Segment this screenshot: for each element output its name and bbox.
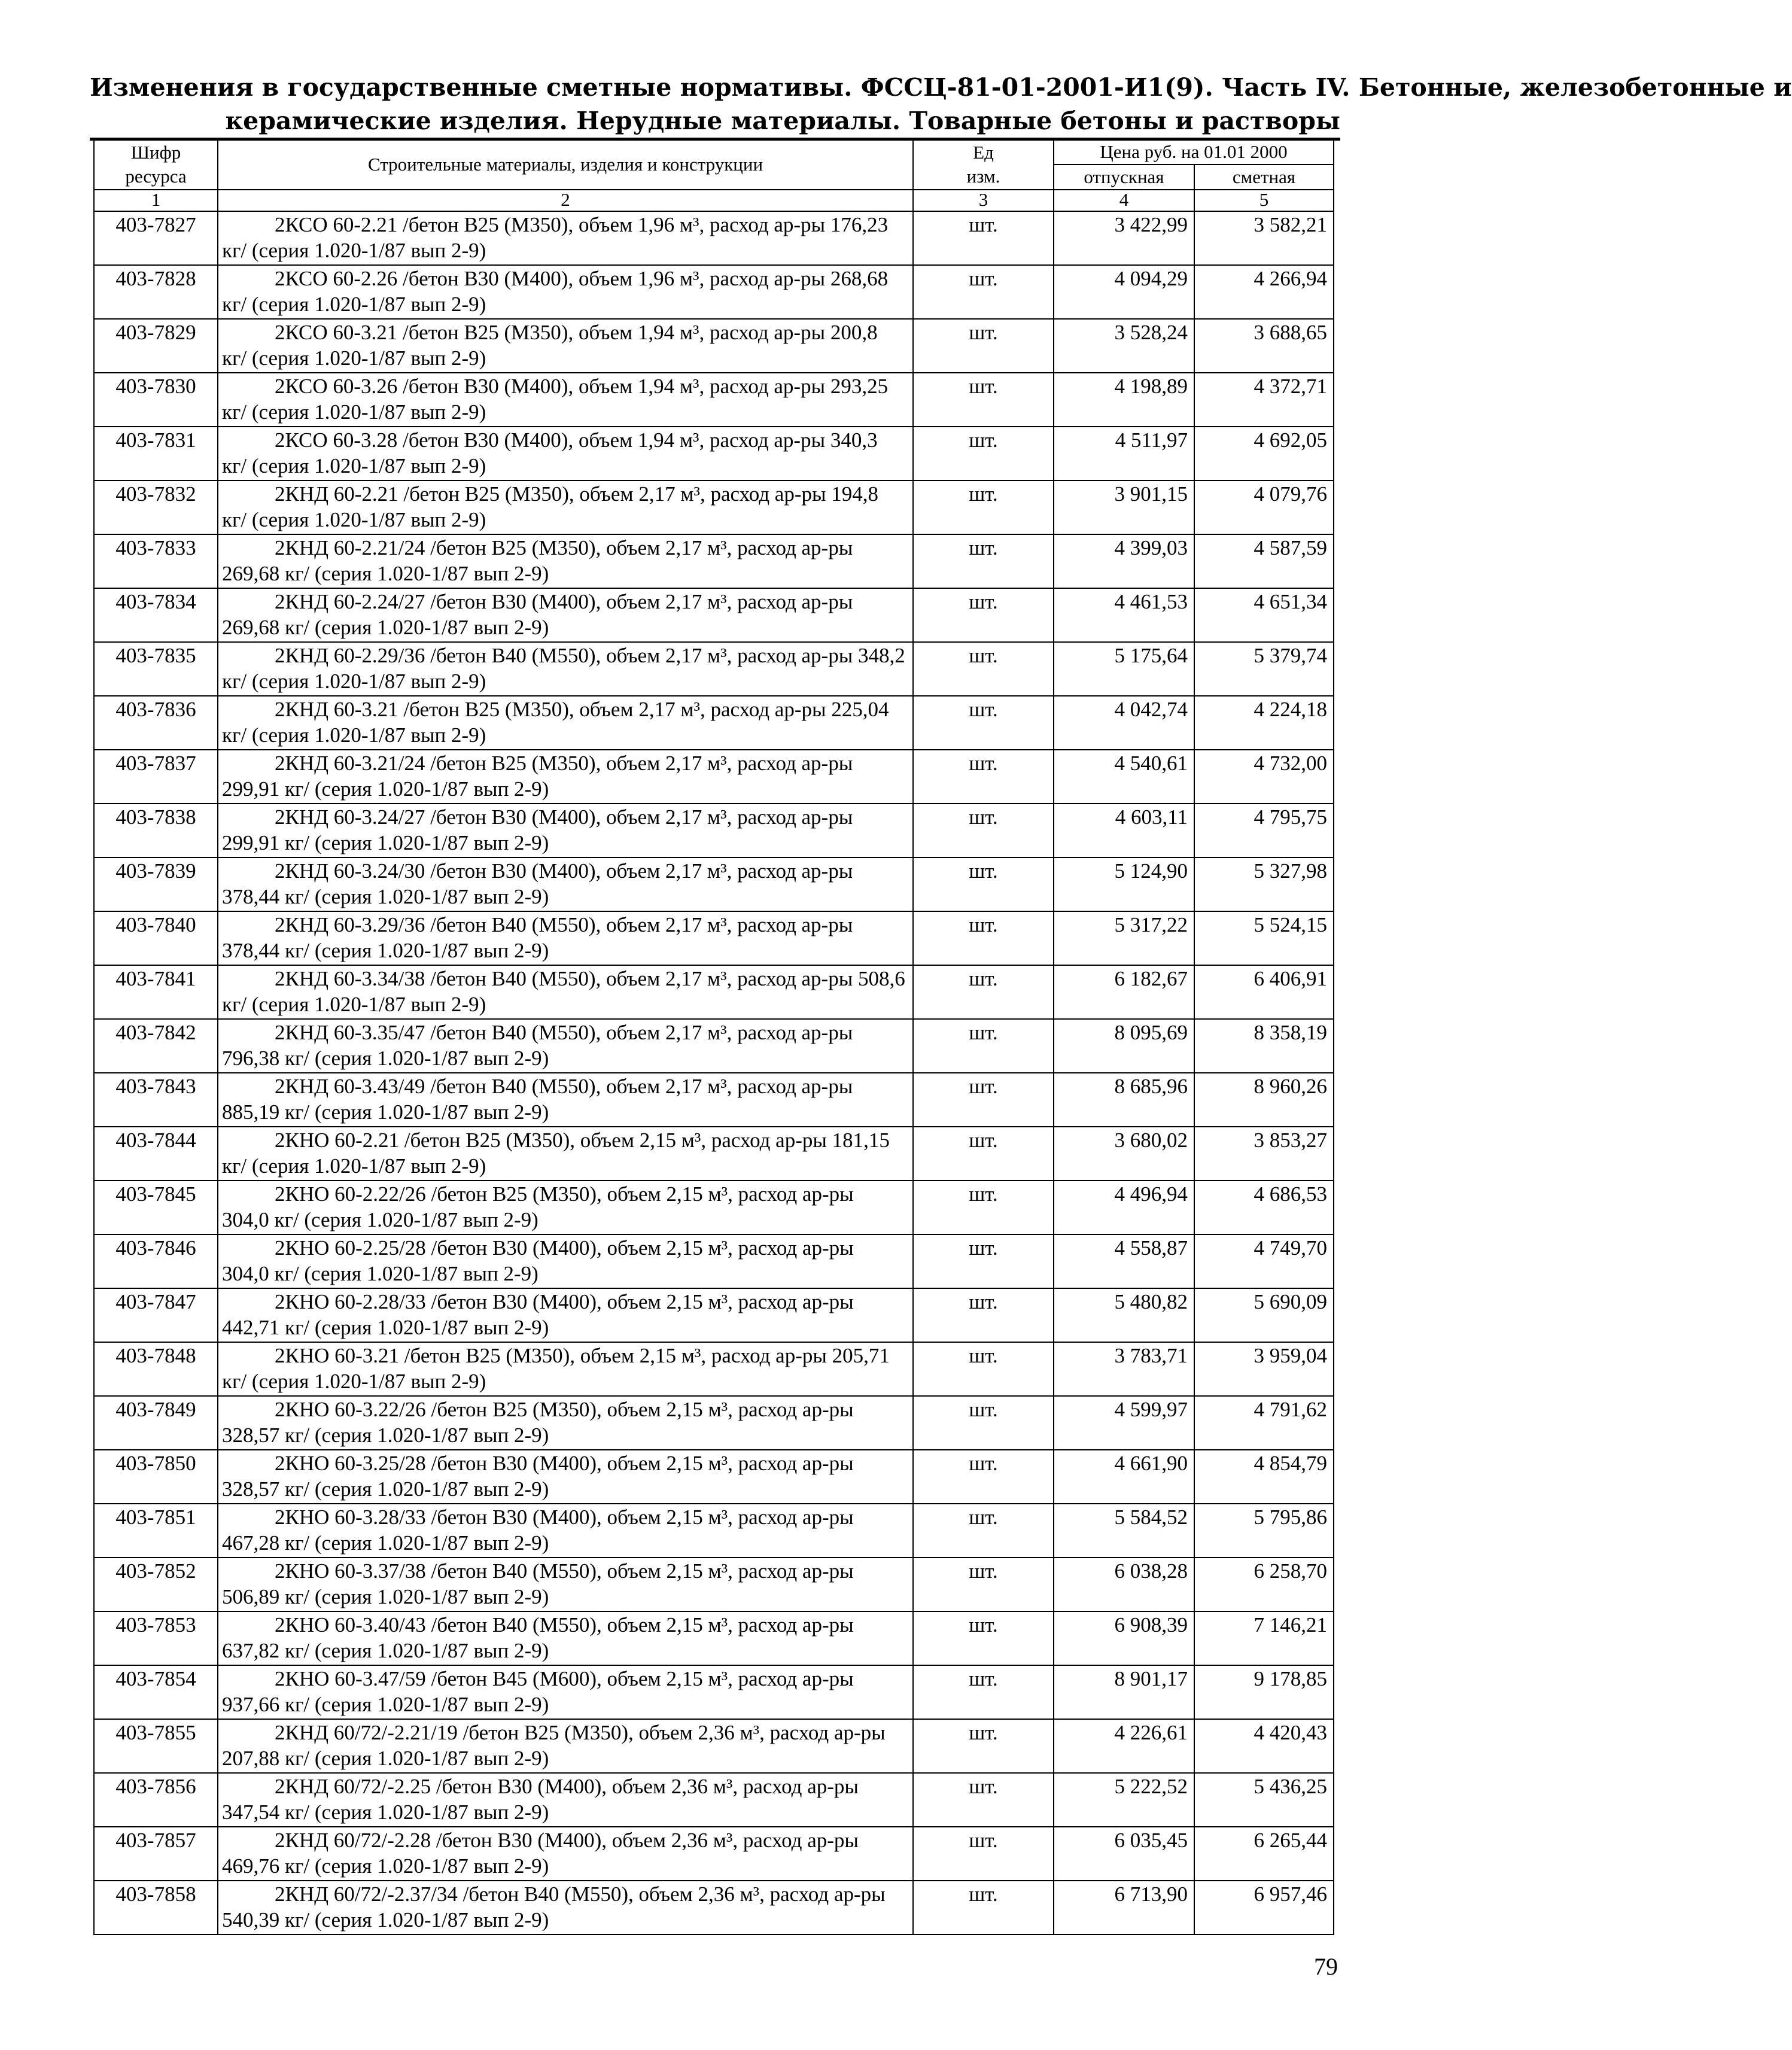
resource-code: 403-7844 — [94, 1127, 218, 1181]
table-row — [94, 1342, 1334, 1396]
header-code — [94, 139, 218, 190]
resource-code: 403-7836 — [94, 696, 218, 750]
unit-of-measure: шт. — [913, 1611, 1054, 1665]
unit-of-measure: шт. — [913, 588, 1054, 642]
unit-of-measure: шт. — [913, 1019, 1054, 1073]
price-release: 4 226,61 — [1054, 1719, 1194, 1773]
resource-code: 403-7841 — [94, 965, 218, 1019]
header-unit-line2: изм. — [966, 166, 1000, 187]
material-description — [218, 534, 913, 588]
description-line-2: 937,66 кг/ (серия 1.020-1/87 вып 2-9) — [222, 1693, 549, 1716]
price-estimate: 8 358,19 — [1194, 1019, 1334, 1073]
price-release: 4 094,29 — [1054, 265, 1194, 319]
price-estimate: 4 651,34 — [1194, 588, 1334, 642]
unit-of-measure: шт. — [913, 1827, 1054, 1881]
table-row — [94, 1827, 1334, 1881]
price-estimate: 3 582,21 — [1194, 211, 1334, 265]
price-estimate: 3 959,04 — [1194, 1342, 1334, 1396]
unit-of-measure: шт. — [913, 857, 1054, 911]
description-line-1: 2КНО 60-3.25/28 /бетон В30 (М400), объем 2,15 м³, расход ар-ры — [275, 1452, 854, 1475]
price-estimate: 4 224,18 — [1194, 696, 1334, 750]
unit-of-measure: шт. — [913, 1288, 1054, 1342]
table-row — [94, 1504, 1334, 1558]
price-estimate: 4 686,53 — [1194, 1181, 1334, 1234]
price-estimate: 5 524,15 — [1194, 911, 1334, 965]
price-estimate: 4 372,71 — [1194, 373, 1334, 427]
unit-of-measure: шт. — [913, 480, 1054, 534]
unit-of-measure: шт. — [913, 642, 1054, 696]
material-description — [218, 1665, 913, 1719]
price-release: 8 901,17 — [1054, 1665, 1194, 1719]
description-line-1: 2КСО 60-3.21 /бетон В25 (М350), объем 1,94 м³, расход ар-ры 200,8 — [275, 321, 878, 344]
description-line-2: кг/ (серия 1.020-1/87 вып 2-9) — [222, 993, 486, 1016]
price-release: 6 182,67 — [1054, 965, 1194, 1019]
description-line-2: 207,88 кг/ (серия 1.020-1/87 вып 2-9) — [222, 1747, 549, 1770]
column-number: 2 — [218, 190, 913, 211]
unit-of-measure: шт. — [913, 1558, 1054, 1611]
material-description — [218, 804, 913, 857]
description-line-1: 2КНО 60-3.22/26 /бетон В25 (М350), объем 2,15 м³, расход ар-ры — [275, 1398, 854, 1421]
price-release: 4 198,89 — [1054, 373, 1194, 427]
material-description — [218, 1234, 913, 1288]
material-description — [218, 1450, 913, 1504]
price-estimate: 4 266,94 — [1194, 265, 1334, 319]
table-row — [94, 857, 1334, 911]
resource-code: 403-7853 — [94, 1611, 218, 1665]
resource-code: 403-7829 — [94, 319, 218, 373]
table-row — [94, 911, 1334, 965]
description-line-2: 328,57 кг/ (серия 1.020-1/87 вып 2-9) — [222, 1477, 549, 1501]
table-row — [94, 480, 1334, 534]
description-line-1: 2КНО 60-3.40/43 /бетон В40 (М550), объем 2,15 м³, расход ар-ры — [275, 1613, 854, 1637]
price-release: 6 713,90 — [1054, 1881, 1194, 1935]
table-row — [94, 534, 1334, 588]
table-row — [94, 750, 1334, 804]
description-line-2: 347,54 кг/ (серия 1.020-1/87 вып 2-9) — [222, 1800, 549, 1824]
unit-of-measure: шт. — [913, 1073, 1054, 1127]
price-release: 6 038,28 — [1054, 1558, 1194, 1611]
resource-code: 403-7847 — [94, 1288, 218, 1342]
description-line-1: 2КНД 60-2.29/36 /бетон В40 (М550), объем 2,17 м³, расход ар-ры 348,2 — [275, 644, 905, 667]
description-line-1: 2КНД 60-2.24/27 /бетон В30 (М400), объем 2,17 м³, расход ар-ры — [275, 590, 853, 613]
price-estimate: 5 379,74 — [1194, 642, 1334, 696]
description-line-1: 2КСО 60-3.28 /бетон В30 (М400), объем 1,94 м³, расход ар-ры 340,3 — [275, 428, 878, 452]
description-line-1: 2КНД 60/72/-2.21/19 /бетон В25 (М350), объем 2,36 м³, расход ар-ры — [275, 1721, 886, 1744]
header-unit — [913, 139, 1054, 190]
header-price-estimate: сметная — [1194, 165, 1334, 190]
price-estimate: 9 178,85 — [1194, 1665, 1334, 1719]
price-release: 3 680,02 — [1054, 1127, 1194, 1181]
description-line-1: 2КНД 60-3.24/27 /бетон В30 (М400), объем 2,17 м³, расход ар-ры — [275, 805, 853, 829]
resource-code: 403-7830 — [94, 373, 218, 427]
description-line-1: 2КНО 60-2.25/28 /бетон В30 (М400), объем 2,15 м³, расход ар-ры — [275, 1236, 854, 1260]
material-description — [218, 1073, 913, 1127]
description-line-1: 2КНО 60-2.22/26 /бетон В25 (М350), объем 2,15 м³, расход ар-ры — [275, 1182, 854, 1206]
resource-code: 403-7828 — [94, 265, 218, 319]
material-description — [218, 211, 913, 265]
resource-code: 403-7857 — [94, 1827, 218, 1881]
price-estimate: 3 853,27 — [1194, 1127, 1334, 1181]
price-estimate: 4 791,62 — [1194, 1396, 1334, 1450]
unit-of-measure: шт. — [913, 1504, 1054, 1558]
table-row — [94, 1881, 1334, 1935]
price-release: 4 603,11 — [1054, 804, 1194, 857]
resource-code: 403-7834 — [94, 588, 218, 642]
description-line-2: 299,91 кг/ (серия 1.020-1/87 вып 2-9) — [222, 831, 549, 854]
table-row — [94, 1611, 1334, 1665]
material-description — [218, 265, 913, 319]
material-description — [218, 1019, 913, 1073]
description-line-2: 637,82 кг/ (серия 1.020-1/87 вып 2-9) — [222, 1639, 549, 1662]
table-row — [94, 427, 1334, 480]
resource-code: 403-7840 — [94, 911, 218, 965]
unit-of-measure: шт. — [913, 696, 1054, 750]
price-estimate: 5 690,09 — [1194, 1288, 1334, 1342]
table-row — [94, 1396, 1334, 1450]
description-line-1: 2КНД 60-3.29/36 /бетон В40 (М550), объем 2,17 м³, расход ар-ры — [275, 913, 853, 936]
description-line-2: 328,57 кг/ (серия 1.020-1/87 вып 2-9) — [222, 1424, 549, 1447]
unit-of-measure: шт. — [913, 1234, 1054, 1288]
description-line-2: кг/ (серия 1.020-1/87 вып 2-9) — [222, 400, 486, 424]
material-description — [218, 911, 913, 965]
table-row — [94, 1181, 1334, 1234]
description-line-2: 304,0 кг/ (серия 1.020-1/87 вып 2-9) — [222, 1262, 538, 1285]
description-line-2: кг/ (серия 1.020-1/87 вып 2-9) — [222, 723, 486, 747]
description-line-2: 378,44 кг/ (серия 1.020-1/87 вып 2-9) — [222, 885, 549, 908]
material-description — [218, 1288, 913, 1342]
price-release: 5 175,64 — [1054, 642, 1194, 696]
description-line-2: 885,19 кг/ (серия 1.020-1/87 вып 2-9) — [222, 1100, 549, 1124]
description-line-1: 2КНД 60-3.21/24 /бетон В25 (М350), объем 2,17 м³, расход ар-ры — [275, 752, 853, 775]
description-line-2: 506,89 кг/ (серия 1.020-1/87 вып 2-9) — [222, 1585, 549, 1608]
table-row — [94, 1234, 1334, 1288]
unit-of-measure: шт. — [913, 1665, 1054, 1719]
price-estimate: 4 732,00 — [1194, 750, 1334, 804]
material-description — [218, 373, 913, 427]
price-estimate: 4 854,79 — [1194, 1450, 1334, 1504]
resource-code: 403-7827 — [94, 211, 218, 265]
price-release: 5 222,52 — [1054, 1773, 1194, 1827]
table-row — [94, 1288, 1334, 1342]
resource-code: 403-7835 — [94, 642, 218, 696]
price-estimate: 4 587,59 — [1194, 534, 1334, 588]
unit-of-measure: шт. — [913, 1396, 1054, 1450]
table-row — [94, 804, 1334, 857]
price-estimate: 6 406,91 — [1194, 965, 1334, 1019]
description-line-1: 2КНД 60-3.43/49 /бетон В40 (М550), объем 2,17 м³, расход ар-ры — [275, 1075, 853, 1098]
price-estimate: 4 079,76 — [1194, 480, 1334, 534]
table-row — [94, 965, 1334, 1019]
header-code-line2: ресурса — [125, 166, 187, 187]
description-line-1: 2КНД 60-2.21/24 /бетон В25 (М350), объем 2,17 м³, расход ар-ры — [275, 536, 853, 559]
header-price-release: отпускная — [1054, 165, 1194, 190]
resource-code: 403-7843 — [94, 1073, 218, 1127]
price-release: 5 124,90 — [1054, 857, 1194, 911]
table-row — [94, 1665, 1334, 1719]
table-row — [94, 696, 1334, 750]
price-release: 3 783,71 — [1054, 1342, 1194, 1396]
header-materials: Строительные материалы, изделия и конструкции — [218, 139, 913, 190]
material-description — [218, 1342, 913, 1396]
description-line-1: 2КНО 60-3.47/59 /бетон В45 (М600), объем 2,15 м³, расход ар-ры — [275, 1667, 854, 1690]
description-line-2: 378,44 кг/ (серия 1.020-1/87 вып 2-9) — [222, 939, 549, 962]
price-estimate: 5 327,98 — [1194, 857, 1334, 911]
unit-of-measure: шт. — [913, 1773, 1054, 1827]
price-release: 3 422,99 — [1054, 211, 1194, 265]
material-description — [218, 1504, 913, 1558]
resource-code: 403-7850 — [94, 1450, 218, 1504]
price-release: 4 042,74 — [1054, 696, 1194, 750]
material-description — [218, 480, 913, 534]
resource-code: 403-7852 — [94, 1558, 218, 1611]
description-line-1: 2КНД 60/72/-2.28 /бетон В30 (М400), объем 2,36 м³, расход ар-ры — [275, 1829, 859, 1852]
price-release: 6 908,39 — [1054, 1611, 1194, 1665]
resource-code: 403-7846 — [94, 1234, 218, 1288]
column-number: 1 — [94, 190, 218, 211]
header-code-line1: Шифр — [130, 142, 181, 163]
description-line-2: кг/ (серия 1.020-1/87 вып 2-9) — [222, 508, 486, 531]
description-line-2: кг/ (серия 1.020-1/87 вып 2-9) — [222, 1370, 486, 1393]
price-release: 5 317,22 — [1054, 911, 1194, 965]
description-line-1: 2КНО 60-3.37/38 /бетон В40 (М550), объем 2,15 м³, расход ар-ры — [275, 1559, 854, 1583]
resource-code: 403-7833 — [94, 534, 218, 588]
price-estimate: 6 265,44 — [1194, 1827, 1334, 1881]
unit-of-measure: шт. — [913, 211, 1054, 265]
description-line-2: 796,38 кг/ (серия 1.020-1/87 вып 2-9) — [222, 1047, 549, 1070]
table-row — [94, 211, 1334, 265]
resource-code: 403-7854 — [94, 1665, 218, 1719]
column-number: 4 — [1054, 190, 1194, 211]
price-estimate: 6 957,46 — [1194, 1881, 1334, 1935]
table-row — [94, 319, 1334, 373]
resource-code: 403-7839 — [94, 857, 218, 911]
description-line-2: кг/ (серия 1.020-1/87 вып 2-9) — [222, 293, 486, 316]
table-row — [94, 265, 1334, 319]
resource-code: 403-7845 — [94, 1181, 218, 1234]
description-line-1: 2КНД 60/72/-2.25 /бетон В30 (М400), объем 2,36 м³, расход ар-ры — [275, 1775, 859, 1798]
unit-of-measure: шт. — [913, 1342, 1054, 1396]
table-row — [94, 1558, 1334, 1611]
price-release: 4 461,53 — [1054, 588, 1194, 642]
description-line-2: 269,68 кг/ (серия 1.020-1/87 вып 2-9) — [222, 562, 549, 585]
material-description — [218, 1558, 913, 1611]
description-line-2: кг/ (серия 1.020-1/87 вып 2-9) — [222, 670, 486, 693]
price-release: 4 599,97 — [1054, 1396, 1194, 1450]
unit-of-measure: шт. — [913, 534, 1054, 588]
table-row — [94, 1719, 1334, 1773]
unit-of-measure: шт. — [913, 319, 1054, 373]
table-row — [94, 373, 1334, 427]
unit-of-measure: шт. — [913, 427, 1054, 480]
price-release: 6 035,45 — [1054, 1827, 1194, 1881]
material-description — [218, 965, 913, 1019]
price-estimate: 4 795,75 — [1194, 804, 1334, 857]
material-description — [218, 588, 913, 642]
resource-code: 403-7851 — [94, 1504, 218, 1558]
material-description — [218, 1773, 913, 1827]
material-description — [218, 1827, 913, 1881]
resource-code: 403-7837 — [94, 750, 218, 804]
header-unit-line1: Ед — [973, 142, 994, 163]
resource-code: 403-7858 — [94, 1881, 218, 1935]
material-description — [218, 857, 913, 911]
unit-of-measure: шт. — [913, 1127, 1054, 1181]
description-line-1: 2КСО 60-2.21 /бетон В25 (М350), объем 1,96 м³, расход ар-ры 176,23 — [275, 213, 889, 236]
price-estimate: 7 146,21 — [1194, 1611, 1334, 1665]
description-line-2: 269,68 кг/ (серия 1.020-1/87 вып 2-9) — [222, 616, 549, 639]
unit-of-measure: шт. — [913, 1719, 1054, 1773]
description-line-2: 467,28 кг/ (серия 1.020-1/87 вып 2-9) — [222, 1531, 549, 1555]
description-line-1: 2КНД 60-3.21 /бетон В25 (М350), объем 2,17 м³, расход ар-ры 225,04 — [275, 698, 889, 721]
resource-code: 403-7856 — [94, 1773, 218, 1827]
table-row — [94, 1450, 1334, 1504]
material-description — [218, 1719, 913, 1773]
description-line-2: кг/ (серия 1.020-1/87 вып 2-9) — [222, 1154, 486, 1178]
material-description — [218, 696, 913, 750]
material-description — [218, 1181, 913, 1234]
page-number: 79 — [1314, 1953, 1338, 1980]
unit-of-measure: шт. — [913, 265, 1054, 319]
price-release: 5 584,52 — [1054, 1504, 1194, 1558]
header-price: Цена руб. на 01.01 2000 — [1054, 139, 1334, 165]
resource-code: 403-7849 — [94, 1396, 218, 1450]
price-estimate: 3 688,65 — [1194, 319, 1334, 373]
description-line-2: кг/ (серия 1.020-1/87 вып 2-9) — [222, 346, 486, 370]
description-line-1: 2КСО 60-3.26 /бетон В30 (М400), объем 1,94 м³, расход ар-ры 293,25 — [275, 375, 889, 398]
price-estimate: 4 749,70 — [1194, 1234, 1334, 1288]
price-release: 4 558,87 — [1054, 1234, 1194, 1288]
header-line-2: керамические изделия. Нерудные материалы. Товарные бетоны и растворы — [225, 107, 1340, 135]
price-estimate: 4 420,43 — [1194, 1719, 1334, 1773]
description-line-2: 304,0 кг/ (серия 1.020-1/87 вып 2-9) — [222, 1208, 538, 1231]
material-description — [218, 1127, 913, 1181]
header-line-1: Изменения в государственные сметные нормативы. ФССЦ-81-01-2001-И1(9). Часть IV. Бетонные, железобетонные и — [90, 73, 1792, 102]
description-line-2: 442,71 кг/ (серия 1.020-1/87 вып 2-9) — [222, 1316, 549, 1339]
description-line-1: 2КНО 60-3.21 /бетон В25 (М350), объем 2,15 м³, расход ар-ры 205,71 — [275, 1344, 890, 1367]
description-line-2: кг/ (серия 1.020-1/87 вып 2-9) — [222, 239, 486, 262]
description-line-2: 469,76 кг/ (серия 1.020-1/87 вып 2-9) — [222, 1854, 549, 1878]
resource-code: 403-7832 — [94, 480, 218, 534]
document-header — [90, 71, 1792, 138]
material-description — [218, 642, 913, 696]
price-release: 4 511,97 — [1054, 427, 1194, 480]
resource-code: 403-7831 — [94, 427, 218, 480]
material-description — [218, 319, 913, 373]
unit-of-measure: шт. — [913, 750, 1054, 804]
description-line-1: 2КНО 60-2.28/33 /бетон В30 (М400), объем 2,15 м³, расход ар-ры — [275, 1290, 854, 1313]
price-release: 4 661,90 — [1054, 1450, 1194, 1504]
description-line-1: 2КНД 60-3.24/30 /бетон В30 (М400), объем 2,17 м³, расход ар-ры — [275, 859, 853, 883]
description-line-1: 2КСО 60-2.26 /бетон В30 (М400), объем 1,96 м³, расход ар-ры 268,68 — [275, 267, 889, 290]
price-table — [93, 139, 1334, 1935]
material-description — [218, 750, 913, 804]
material-description — [218, 1611, 913, 1665]
resource-code: 403-7838 — [94, 804, 218, 857]
unit-of-measure: шт. — [913, 1450, 1054, 1504]
description-line-1: 2КНД 60-2.21 /бетон В25 (М350), объем 2,17 м³, расход ар-ры 194,8 — [275, 482, 878, 506]
price-release: 5 480,82 — [1054, 1288, 1194, 1342]
material-description — [218, 1881, 913, 1935]
price-estimate: 4 692,05 — [1194, 427, 1334, 480]
table-row — [94, 1127, 1334, 1181]
resource-code: 403-7848 — [94, 1342, 218, 1396]
table-row — [94, 1773, 1334, 1827]
price-estimate: 6 258,70 — [1194, 1558, 1334, 1611]
price-release: 3 901,15 — [1054, 480, 1194, 534]
price-estimate: 5 795,86 — [1194, 1504, 1334, 1558]
column-number: 3 — [913, 190, 1054, 211]
price-release: 8 685,96 — [1054, 1073, 1194, 1127]
description-line-1: 2КНД 60-3.35/47 /бетон В40 (М550), объем 2,17 м³, расход ар-ры — [275, 1021, 853, 1044]
table-row — [94, 1073, 1334, 1127]
resource-code: 403-7855 — [94, 1719, 218, 1773]
unit-of-measure: шт. — [913, 373, 1054, 427]
description-line-1: 2КНО 60-2.21 /бетон В25 (М350), объем 2,15 м³, расход ар-ры 181,15 — [275, 1129, 890, 1152]
description-line-1: 2КНД 60-3.34/38 /бетон В40 (М550), объем 2,17 м³, расход ар-ры 508,6 — [275, 967, 905, 990]
price-release: 3 528,24 — [1054, 319, 1194, 373]
unit-of-measure: шт. — [913, 965, 1054, 1019]
price-release: 8 095,69 — [1054, 1019, 1194, 1073]
price-estimate: 8 960,26 — [1194, 1073, 1334, 1127]
material-description — [218, 1396, 913, 1450]
description-line-1: 2КНД 60/72/-2.37/34 /бетон В40 (М550), объем 2,36 м³, расход ар-ры — [275, 1882, 886, 1906]
material-description — [218, 427, 913, 480]
unit-of-measure: шт. — [913, 911, 1054, 965]
table-row — [94, 588, 1334, 642]
description-line-2: кг/ (серия 1.020-1/87 вып 2-9) — [222, 454, 486, 477]
unit-of-measure: шт. — [913, 1881, 1054, 1935]
price-release: 4 540,61 — [1054, 750, 1194, 804]
price-release: 4 399,03 — [1054, 534, 1194, 588]
price-release: 4 496,94 — [1054, 1181, 1194, 1234]
description-line-2: 299,91 кг/ (серия 1.020-1/87 вып 2-9) — [222, 777, 549, 801]
unit-of-measure: шт. — [913, 804, 1054, 857]
description-line-1: 2КНО 60-3.28/33 /бетон В30 (М400), объем 2,15 м³, расход ар-ры — [275, 1505, 854, 1529]
column-number: 5 — [1194, 190, 1334, 211]
resource-code: 403-7842 — [94, 1019, 218, 1073]
description-line-2: 540,39 кг/ (серия 1.020-1/87 вып 2-9) — [222, 1908, 549, 1932]
price-estimate: 5 436,25 — [1194, 1773, 1334, 1827]
table-row — [94, 642, 1334, 696]
table-row — [94, 1019, 1334, 1073]
unit-of-measure: шт. — [913, 1181, 1054, 1234]
